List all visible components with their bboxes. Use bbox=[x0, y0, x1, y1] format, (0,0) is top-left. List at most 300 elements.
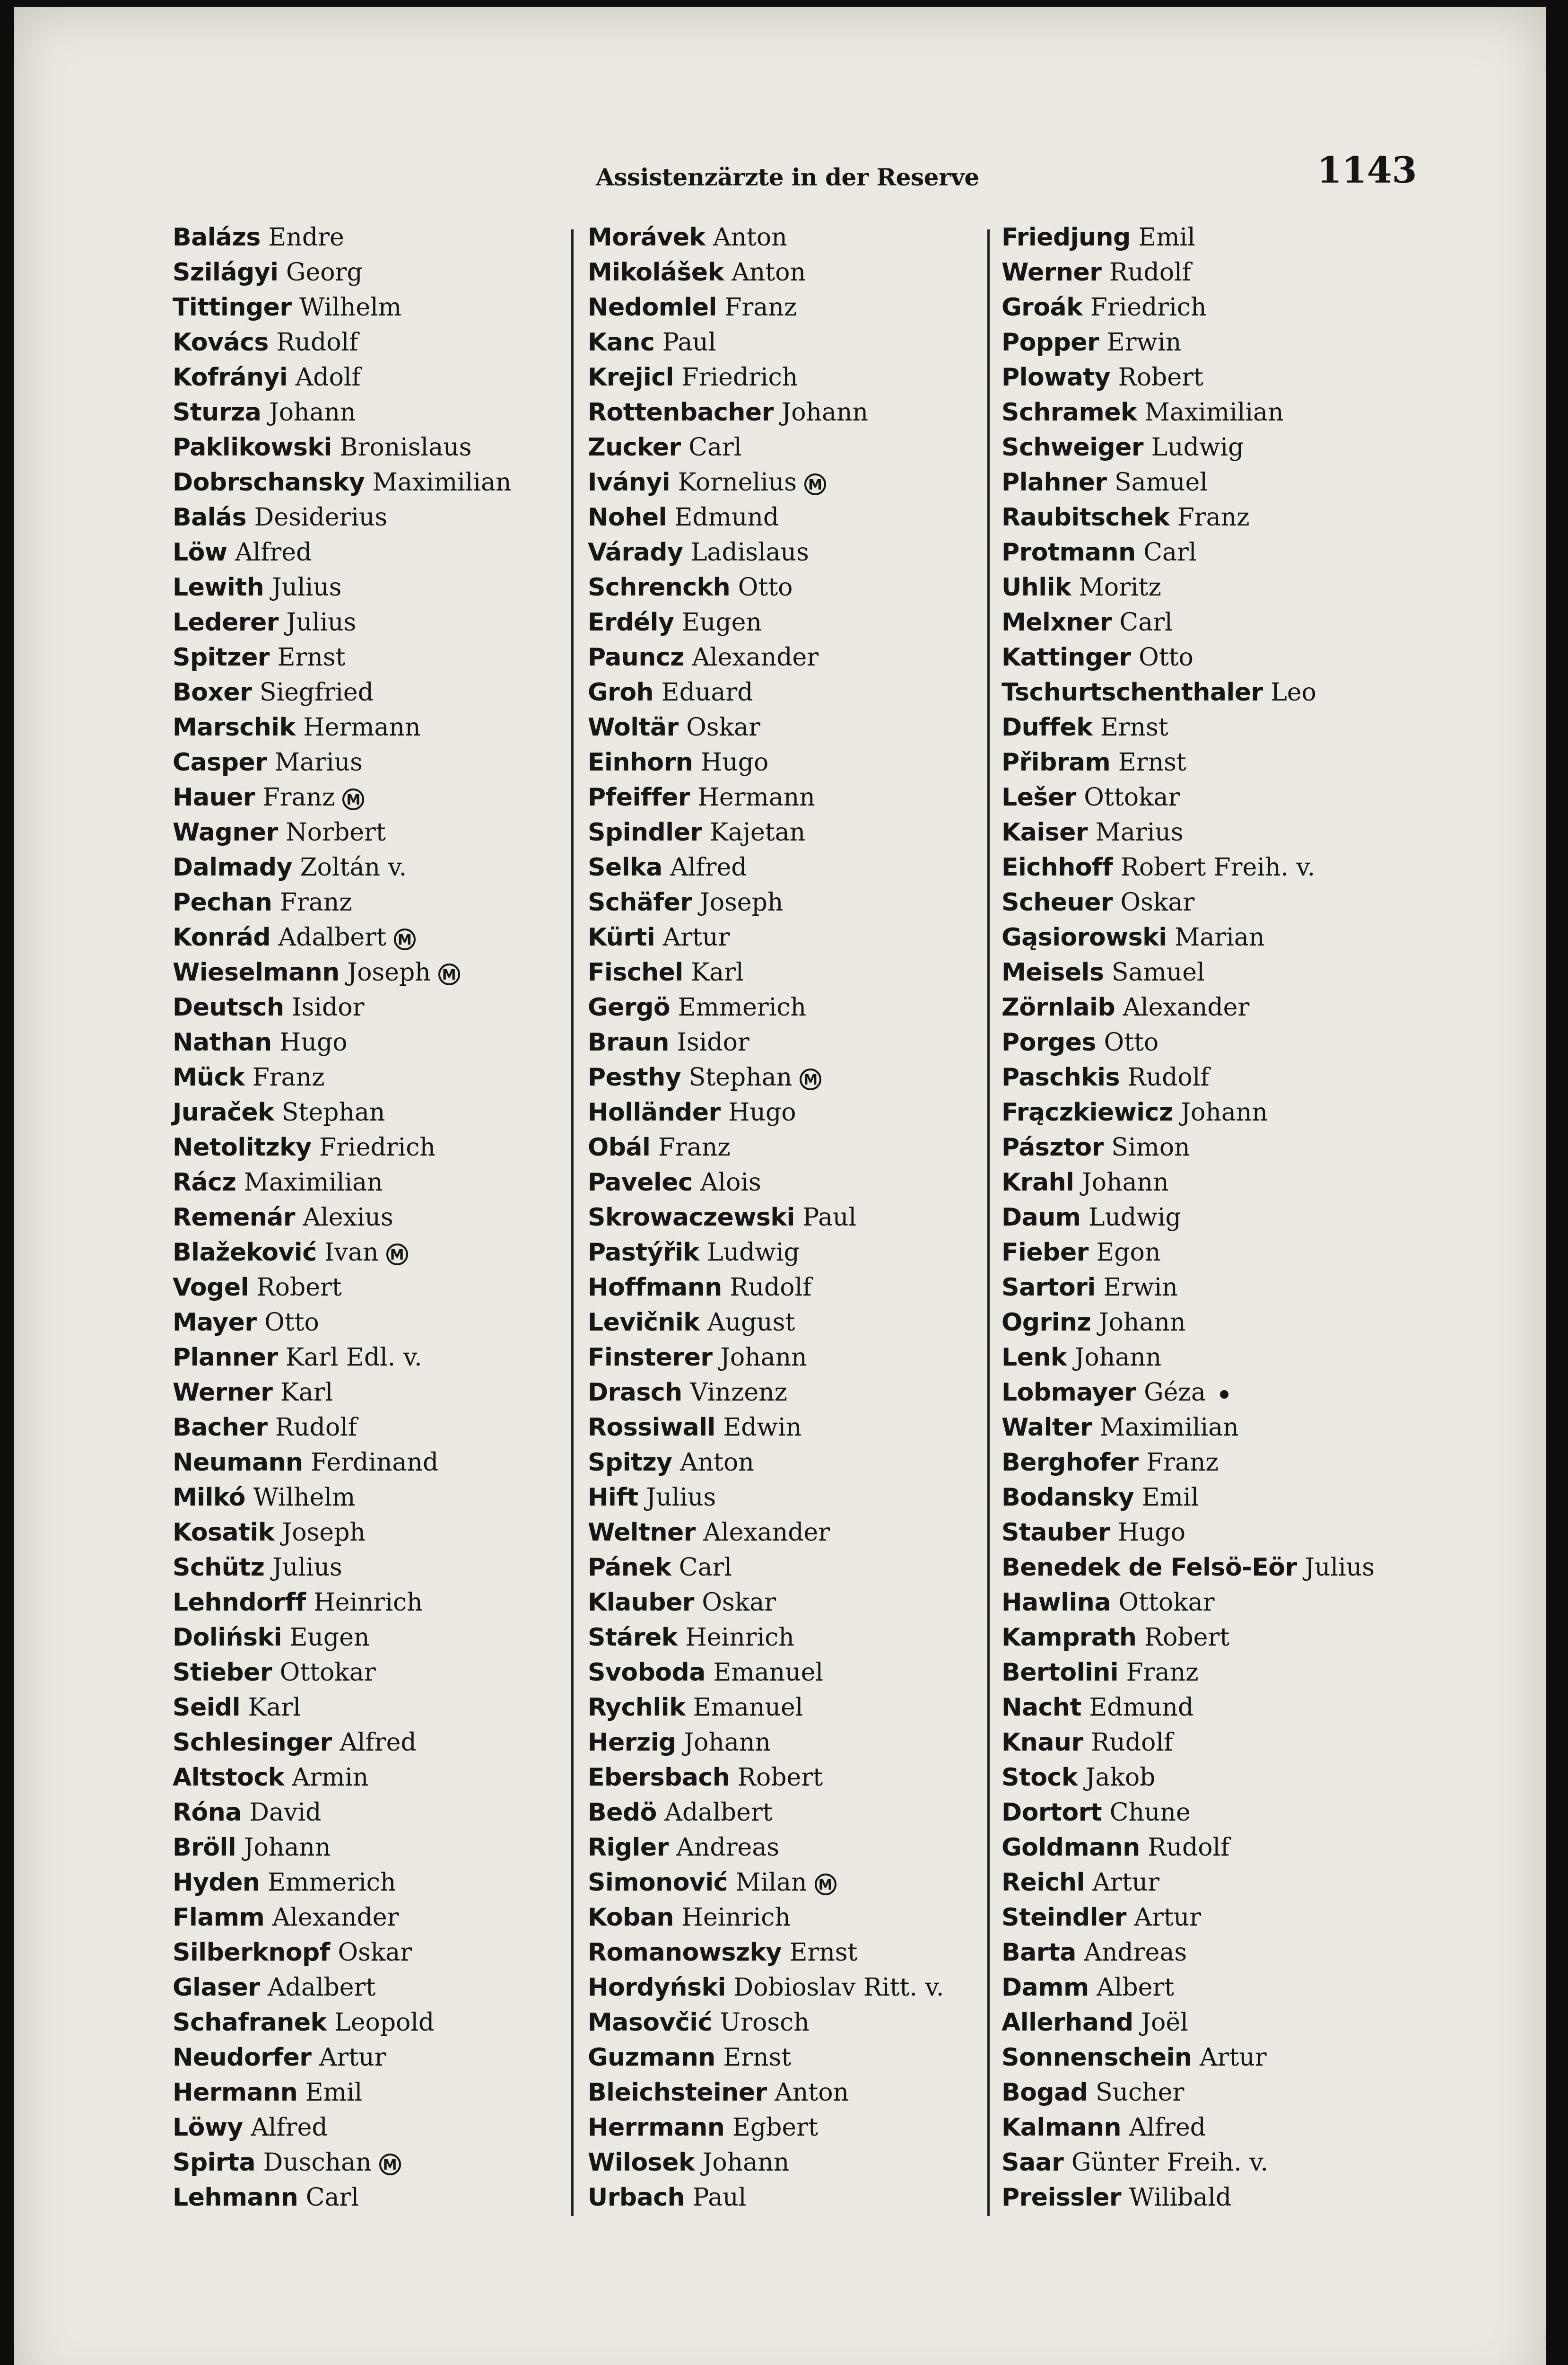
name-entry bbox=[173, 1410, 512, 1445]
surname: Eichhoff bbox=[1002, 853, 1113, 882]
surname: Damm bbox=[1002, 1973, 1089, 2002]
surname: Berghofer bbox=[1002, 1448, 1139, 1477]
name-entry bbox=[588, 255, 944, 290]
given-name: Otto bbox=[264, 1308, 319, 1337]
surname: Lehmann bbox=[173, 2183, 298, 2212]
given-name: Edmund bbox=[674, 503, 779, 532]
surname: Wagner bbox=[173, 818, 278, 847]
surname: Bedö bbox=[588, 1798, 657, 1827]
given-name: Robert bbox=[737, 1763, 823, 1792]
given-name: Marius bbox=[274, 748, 363, 777]
surname: Porges bbox=[1002, 1028, 1096, 1057]
bullet-dot-marker bbox=[1220, 1390, 1228, 1399]
name-entry bbox=[1002, 1550, 1375, 1585]
circled-m-marker: M bbox=[438, 964, 460, 985]
given-name: Ferdinand bbox=[311, 1448, 439, 1477]
given-name: Ernst bbox=[1100, 713, 1168, 742]
surname: Neumann bbox=[173, 1448, 303, 1477]
name-entry bbox=[173, 2145, 512, 2180]
given-name: Leo bbox=[1271, 678, 1316, 707]
name-entry bbox=[588, 1410, 944, 1445]
name-entry bbox=[588, 465, 944, 500]
name-entry bbox=[588, 780, 944, 815]
surname: Spindler bbox=[588, 818, 702, 847]
surname: Klauber bbox=[588, 1588, 694, 1617]
given-name: Simon bbox=[1111, 1133, 1190, 1162]
given-name: Marian bbox=[1175, 923, 1265, 952]
name-entry bbox=[588, 1725, 944, 1760]
given-name: Paul bbox=[662, 328, 716, 357]
name-entry bbox=[588, 1585, 944, 1620]
name-entry bbox=[173, 325, 512, 360]
surname: Milkó bbox=[173, 1483, 245, 1512]
given-name: Joël bbox=[1141, 2008, 1188, 2037]
surname: Kattinger bbox=[1002, 643, 1131, 672]
name-entry bbox=[1002, 325, 1375, 360]
surname: Fischel bbox=[588, 958, 683, 987]
given-name: Ernst bbox=[277, 643, 346, 672]
surname: Hyden bbox=[173, 1868, 260, 1897]
given-name: Egbert bbox=[732, 2113, 818, 2142]
surname: Bleichsteiner bbox=[588, 2078, 767, 2107]
given-name: Adalbert bbox=[664, 1798, 773, 1827]
name-entry bbox=[173, 1340, 512, 1375]
name-entry bbox=[173, 1095, 512, 1130]
given-name: Marius bbox=[1095, 818, 1184, 847]
surname: Sartori bbox=[1002, 1273, 1096, 1302]
surname: Löw bbox=[173, 538, 227, 567]
surname: Allerhand bbox=[1002, 2008, 1133, 2037]
name-entry bbox=[1002, 2005, 1375, 2040]
given-name: Adalbert bbox=[278, 923, 386, 952]
given-name: Oskar bbox=[1120, 888, 1195, 917]
surname: Plahner bbox=[1002, 468, 1107, 497]
given-name: Rudolf bbox=[1127, 1063, 1210, 1092]
given-name: Rudolf bbox=[1109, 258, 1192, 287]
surname: Lederer bbox=[173, 608, 279, 637]
surname: Duffek bbox=[1002, 713, 1093, 742]
given-name: Artur bbox=[1199, 2043, 1267, 2072]
surname: Mayer bbox=[173, 1308, 257, 1337]
surname: Tittinger bbox=[173, 293, 292, 322]
name-entry bbox=[588, 570, 944, 605]
given-name: Hugo bbox=[700, 748, 769, 777]
name-entry bbox=[173, 1900, 512, 1935]
surname: Barta bbox=[1002, 1938, 1076, 1967]
name-entry bbox=[173, 290, 512, 325]
given-name: Rudolf bbox=[276, 328, 358, 357]
name-entry bbox=[588, 640, 944, 675]
given-name: Bronislaus bbox=[340, 433, 472, 462]
name-entry bbox=[1002, 1935, 1375, 1970]
name-entry bbox=[1002, 1025, 1375, 1060]
given-name: Karl bbox=[691, 958, 744, 987]
name-entry bbox=[588, 1970, 944, 2005]
name-entry bbox=[588, 1340, 944, 1375]
surname: Krahl bbox=[1002, 1168, 1074, 1197]
given-name: Emanuel bbox=[693, 1693, 803, 1722]
name-column-2 bbox=[588, 220, 944, 2215]
name-entry bbox=[173, 2110, 512, 2145]
given-name: Ernst bbox=[1118, 748, 1186, 777]
name-entry bbox=[588, 1935, 944, 1970]
name-entry bbox=[1002, 1165, 1375, 1200]
name-entry bbox=[588, 675, 944, 710]
given-name: Alfred bbox=[235, 538, 312, 567]
name-entry bbox=[1002, 2145, 1375, 2180]
name-column-1 bbox=[173, 220, 512, 2215]
surname: Kürti bbox=[588, 923, 655, 952]
surname: Schlesinger bbox=[173, 1728, 332, 1757]
given-name: Maximilian bbox=[372, 468, 512, 497]
name-entry bbox=[1002, 1060, 1375, 1095]
surname: Fieber bbox=[1002, 1238, 1089, 1267]
surname: Rácz bbox=[173, 1168, 236, 1197]
name-entry bbox=[173, 500, 512, 535]
name-entry bbox=[173, 570, 512, 605]
name-entry bbox=[588, 1375, 944, 1410]
name-entry bbox=[1002, 1445, 1375, 1480]
given-name: August bbox=[707, 1308, 795, 1337]
given-name: Samuel bbox=[1111, 958, 1205, 987]
surname: Rossiwall bbox=[588, 1413, 715, 1442]
name-entry bbox=[588, 2075, 944, 2110]
given-name: Emmerich bbox=[678, 993, 807, 1022]
name-entry bbox=[173, 605, 512, 640]
surname: Preissler bbox=[1002, 2183, 1121, 2212]
name-entry bbox=[173, 465, 512, 500]
name-entry bbox=[588, 1095, 944, 1130]
name-entry bbox=[1002, 710, 1375, 745]
name-entry bbox=[1002, 1410, 1375, 1445]
surname: Altstock bbox=[173, 1763, 284, 1792]
given-name: Kajetan bbox=[710, 818, 806, 847]
given-name: Milan bbox=[735, 1868, 807, 1897]
surname: Rychlik bbox=[588, 1693, 686, 1722]
name-entry bbox=[1002, 1900, 1375, 1935]
given-name: Alexander bbox=[703, 1518, 830, 1547]
surname: Bacher bbox=[173, 1413, 268, 1442]
given-name: Ottokar bbox=[1084, 783, 1180, 812]
given-name: Anton bbox=[775, 2078, 849, 2107]
given-name: Johann bbox=[1074, 1343, 1162, 1372]
given-name: Edwin bbox=[723, 1413, 802, 1442]
circled-m-marker: M bbox=[379, 2154, 401, 2175]
given-name: Sucher bbox=[1095, 2078, 1185, 2107]
given-name: Hermann bbox=[697, 783, 815, 812]
name-entry bbox=[588, 1620, 944, 1655]
name-entry bbox=[1002, 220, 1375, 255]
name-entry bbox=[1002, 1620, 1375, 1655]
given-name: Otto bbox=[1104, 1028, 1159, 1057]
surname: Hift bbox=[588, 1483, 638, 1512]
given-name: Heinrich bbox=[314, 1588, 423, 1617]
given-name: Robert bbox=[256, 1273, 342, 1302]
name-entry bbox=[1002, 2040, 1375, 2075]
name-entry bbox=[1002, 1480, 1375, 1515]
given-name: Carl bbox=[1119, 608, 1173, 637]
name-entry bbox=[1002, 1970, 1375, 2005]
surname: Seidl bbox=[173, 1693, 241, 1722]
surname: Nohel bbox=[588, 503, 667, 532]
given-name: Maximilian bbox=[244, 1168, 383, 1197]
given-name: Johann bbox=[1181, 1098, 1268, 1127]
circled-m-marker: M bbox=[800, 1069, 821, 1090]
given-name: Artur bbox=[662, 923, 730, 952]
surname: Schrenckh bbox=[588, 573, 731, 602]
given-name: Franz bbox=[262, 783, 335, 812]
circled-m-marker: M bbox=[394, 928, 416, 950]
given-name: Zoltán v. bbox=[300, 853, 407, 882]
name-entry bbox=[173, 1970, 512, 2005]
name-entry bbox=[588, 1900, 944, 1935]
surname: Protmann bbox=[1002, 538, 1136, 567]
name-entry bbox=[588, 1270, 944, 1305]
name-entry bbox=[588, 990, 944, 1025]
name-entry bbox=[588, 395, 944, 430]
surname: Wilosek bbox=[588, 2148, 695, 2177]
name-entry bbox=[1002, 745, 1375, 780]
surname: Mikolášek bbox=[588, 258, 724, 287]
name-entry bbox=[1002, 640, 1375, 675]
surname: Várady bbox=[588, 538, 683, 567]
given-name: Carl bbox=[679, 1553, 732, 1582]
surname: Bröll bbox=[173, 1833, 236, 1862]
name-entry bbox=[1002, 1270, 1375, 1305]
given-name: Joseph bbox=[347, 958, 431, 987]
name-entry bbox=[1002, 1795, 1375, 1830]
name-entry bbox=[1002, 1200, 1375, 1235]
name-entry bbox=[173, 1375, 512, 1410]
name-entry bbox=[173, 1515, 512, 1550]
surname: Konrád bbox=[173, 923, 271, 952]
given-name: Erwin bbox=[1106, 328, 1182, 357]
given-name: Alfred bbox=[670, 853, 747, 882]
given-name: Géza bbox=[1144, 1378, 1206, 1407]
surname: Gergö bbox=[588, 993, 671, 1022]
name-entry bbox=[1002, 1095, 1375, 1130]
given-name: Emil bbox=[1141, 1483, 1199, 1512]
name-entry bbox=[588, 1795, 944, 1830]
given-name: Günter Freih. v. bbox=[1071, 2148, 1269, 2177]
name-entry bbox=[588, 1305, 944, 1340]
surname: Paschkis bbox=[1002, 1063, 1120, 1092]
given-name: Johann bbox=[781, 398, 868, 427]
given-name: Maximilian bbox=[1099, 1413, 1239, 1442]
name-entry bbox=[173, 815, 512, 850]
surname: Einhorn bbox=[588, 748, 693, 777]
surname: Simonović bbox=[588, 1868, 728, 1897]
surname: Lobmayer bbox=[1002, 1378, 1136, 1407]
given-name: Samuel bbox=[1115, 468, 1208, 497]
given-name: Oskar bbox=[702, 1588, 776, 1617]
given-name: Anton bbox=[713, 223, 787, 252]
surname: Dortort bbox=[1002, 1798, 1102, 1827]
name-entry bbox=[1002, 1760, 1375, 1795]
name-entry bbox=[1002, 290, 1375, 325]
surname: Nacht bbox=[1002, 1693, 1081, 1722]
given-name: Emmerich bbox=[267, 1868, 396, 1897]
given-name: Jakob bbox=[1085, 1763, 1156, 1792]
surname: Juraček bbox=[173, 1098, 274, 1127]
given-name: Oskar bbox=[338, 1938, 412, 1967]
given-name: Otto bbox=[738, 573, 793, 602]
name-entry bbox=[173, 1165, 512, 1200]
surname: Kofrányi bbox=[173, 363, 288, 392]
given-name: Alexander bbox=[1123, 993, 1250, 1022]
name-entry bbox=[588, 2145, 944, 2180]
given-name: Hugo bbox=[728, 1098, 796, 1127]
surname: Koban bbox=[588, 1903, 674, 1932]
given-name: Heinrich bbox=[685, 1623, 794, 1652]
given-name: Andreas bbox=[1084, 1938, 1187, 1967]
given-name: Artur bbox=[1134, 1903, 1202, 1932]
given-name: Hugo bbox=[279, 1028, 348, 1057]
surname: Nedomlel bbox=[588, 293, 717, 322]
given-name: Alfred bbox=[340, 1728, 417, 1757]
given-name: Joseph bbox=[282, 1518, 366, 1547]
given-name: Eugen bbox=[289, 1623, 370, 1652]
surname: Doliński bbox=[173, 1623, 282, 1652]
surname: Spitzer bbox=[173, 643, 270, 672]
name-entry bbox=[173, 395, 512, 430]
surname: Bertolini bbox=[1002, 1658, 1119, 1687]
surname: Spitzy bbox=[588, 1448, 672, 1477]
surname: Groh bbox=[588, 678, 654, 707]
name-entry bbox=[173, 1550, 512, 1585]
name-entry bbox=[1002, 430, 1375, 465]
given-name: Robert Freih. v. bbox=[1120, 853, 1315, 882]
surname: Paklikowski bbox=[173, 433, 332, 462]
surname: Benedek de Felsö-Eör bbox=[1002, 1553, 1297, 1582]
surname: Raubitschek bbox=[1002, 503, 1170, 532]
name-entry bbox=[588, 745, 944, 780]
given-name: Wilibald bbox=[1129, 2183, 1232, 2212]
given-name: Anton bbox=[732, 258, 806, 287]
surname: Flamm bbox=[173, 1903, 265, 1932]
given-name: Wilhelm bbox=[253, 1483, 356, 1512]
given-name: Egon bbox=[1096, 1238, 1161, 1267]
name-entry bbox=[588, 1830, 944, 1865]
given-name: David bbox=[249, 1798, 322, 1827]
surname: Bogad bbox=[1002, 2078, 1088, 2107]
surname: Hordyński bbox=[588, 1973, 726, 2002]
name-entry bbox=[1002, 360, 1375, 395]
surname: Drasch bbox=[588, 1378, 682, 1407]
given-name: Alfred bbox=[251, 2113, 328, 2142]
given-name: Franz bbox=[279, 888, 352, 917]
surname: Daum bbox=[1002, 1203, 1081, 1232]
surname: Lešer bbox=[1002, 783, 1076, 812]
name-entry bbox=[173, 1935, 512, 1970]
name-entry bbox=[1002, 465, 1375, 500]
name-entry bbox=[588, 1690, 944, 1725]
surname: Obál bbox=[588, 1133, 651, 1162]
name-entry bbox=[588, 1130, 944, 1165]
surname: Herrmann bbox=[588, 2113, 725, 2142]
given-name: Rudolf bbox=[730, 1273, 812, 1302]
surname: Werner bbox=[173, 1378, 273, 1407]
given-name: Maximilian bbox=[1144, 398, 1284, 427]
name-entry bbox=[173, 360, 512, 395]
surname: Stieber bbox=[173, 1658, 272, 1687]
surname: Wieselmann bbox=[173, 958, 340, 987]
name-entry bbox=[1002, 2075, 1375, 2110]
surname: Rottenbacher bbox=[588, 398, 774, 427]
surname: Lenk bbox=[1002, 1343, 1067, 1372]
given-name: Rudolf bbox=[1091, 1728, 1173, 1757]
surname: Schäfer bbox=[588, 888, 692, 917]
name-entry bbox=[1002, 780, 1375, 815]
surname: Schafranek bbox=[173, 2008, 327, 2037]
given-name: Anton bbox=[680, 1448, 754, 1477]
given-name: Johann bbox=[269, 398, 356, 427]
given-name: Ludwig bbox=[707, 1238, 800, 1267]
given-name: Albert bbox=[1097, 1973, 1175, 2002]
given-name: Ludwig bbox=[1089, 1203, 1181, 1232]
given-name: Armin bbox=[292, 1763, 369, 1792]
name-entry bbox=[1002, 605, 1375, 640]
name-entry bbox=[173, 850, 512, 885]
given-name: Rudolf bbox=[1148, 1833, 1230, 1862]
name-entry bbox=[173, 1445, 512, 1480]
surname: Friedjung bbox=[1002, 223, 1131, 252]
given-name: Isidor bbox=[677, 1028, 749, 1057]
name-entry bbox=[173, 1655, 512, 1690]
surname: Balás bbox=[173, 503, 247, 532]
surname: Lewith bbox=[173, 573, 264, 602]
column-rule bbox=[571, 229, 574, 2216]
given-name: Ladislaus bbox=[690, 538, 809, 567]
surname: Masovčić bbox=[588, 2008, 712, 2037]
name-entry bbox=[173, 1690, 512, 1725]
circled-m-marker: M bbox=[386, 1244, 408, 1265]
surname: Gąsiorowski bbox=[1002, 923, 1167, 952]
surname: Nathan bbox=[173, 1028, 272, 1057]
surname: Hawlina bbox=[1002, 1588, 1111, 1617]
surname: Casper bbox=[173, 748, 267, 777]
surname: Boxer bbox=[173, 678, 252, 707]
name-entry bbox=[173, 430, 512, 465]
name-entry bbox=[173, 920, 512, 955]
surname: Stauber bbox=[1002, 1518, 1110, 1547]
name-entry bbox=[1002, 1830, 1375, 1865]
name-entry bbox=[588, 1235, 944, 1270]
name-entry bbox=[173, 990, 512, 1025]
surname: Zörnlaib bbox=[1002, 993, 1115, 1022]
surname: Kamprath bbox=[1002, 1623, 1137, 1652]
surname: Herzig bbox=[588, 1728, 676, 1757]
surname: Kanc bbox=[588, 328, 655, 357]
given-name: Desiderius bbox=[254, 503, 388, 532]
name-entry bbox=[1002, 1130, 1375, 1165]
given-name: Paul bbox=[692, 2183, 747, 2212]
surname: Goldmann bbox=[1002, 1833, 1140, 1862]
surname: Remenár bbox=[173, 1203, 296, 1232]
name-entry bbox=[173, 1585, 512, 1620]
name-entry bbox=[1002, 1690, 1375, 1725]
given-name: Julius bbox=[272, 1553, 342, 1582]
surname: Uhlik bbox=[1002, 573, 1071, 602]
surname: Reichl bbox=[1002, 1868, 1085, 1897]
name-entry bbox=[173, 640, 512, 675]
surname: Hoffmann bbox=[588, 1273, 722, 1302]
given-name: Ludwig bbox=[1151, 433, 1244, 462]
name-entry bbox=[588, 1515, 944, 1550]
surname: Guzmann bbox=[588, 2043, 715, 2072]
surname: Bodansky bbox=[1002, 1483, 1134, 1512]
name-entry bbox=[1002, 570, 1375, 605]
